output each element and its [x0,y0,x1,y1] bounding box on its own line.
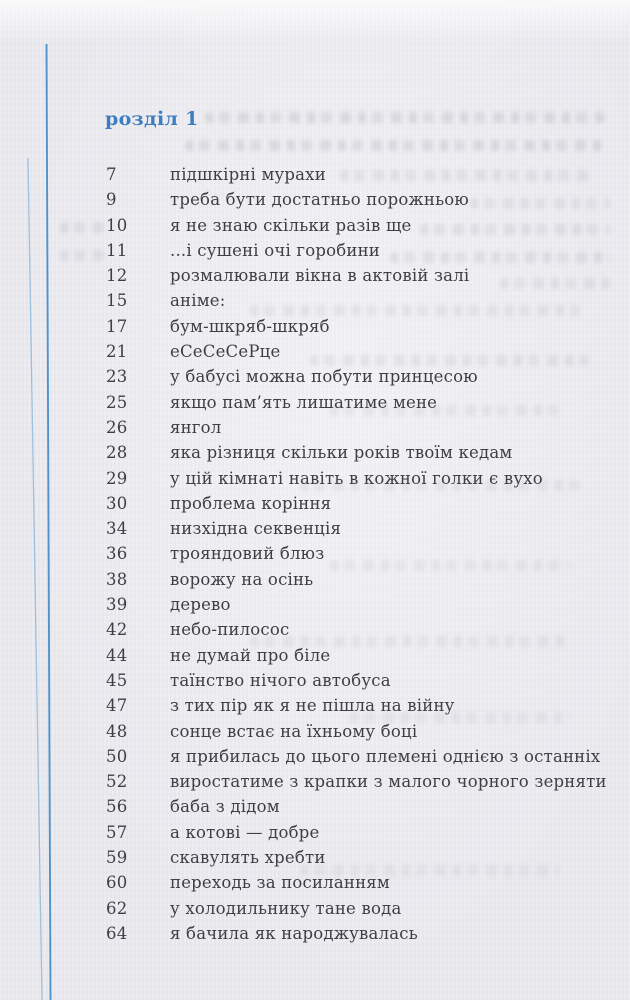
toc-page-number: 9 [106,190,117,210]
toc-page-number: 17 [106,316,128,336]
toc-page-number: 45 [106,670,128,690]
toc-title: я прибилась до цього племені однією з останніх [170,746,601,766]
toc-title: небо-пилосос [170,620,290,640]
toc-page-number: 12 [106,266,128,286]
chapter-heading: розділ 1 [105,108,199,130]
toc-row [106,541,616,566]
toc-row [106,643,616,668]
toc-title: сонце встає на їхньому боці [170,721,418,741]
toc-page-number: 39 [106,595,128,615]
toc-row [106,693,616,718]
toc-title: треба бути достатньо порожньою [170,190,469,210]
toc-row [106,921,616,946]
toc-title: підшкірні мурахи [170,165,326,184]
toc-row [106,491,616,516]
toc-row [106,820,616,845]
toc-title: у цій кімнаті навіть в кожної голки є вухо [170,468,543,488]
toc-title: аніме: [170,291,226,311]
toc-row [106,744,616,769]
toc-title: таїнство нічого автобуса [170,670,391,690]
toc-page-number: 38 [106,569,128,589]
toc-row [106,567,616,592]
toc-row [106,187,616,212]
toc-row [106,314,616,339]
toc-row [106,339,616,364]
toc-row [106,466,616,491]
toc-title: скавулять хребти [170,848,326,868]
toc-row [106,845,616,870]
toc-page-number: 28 [106,443,128,463]
toc-page-number: 50 [106,746,128,766]
toc-page-number: 52 [106,772,128,792]
toc-row [106,870,616,895]
toc-title: ворожу на осінь [170,569,314,589]
toc-row [106,794,616,819]
toc-page-number: 47 [106,696,128,716]
toc-row [106,592,616,617]
toc-page-number: 25 [106,392,128,412]
toc-page-number: 11 [106,240,128,260]
toc-row [106,440,616,465]
toc-title: у холодильнику тане вода [170,898,402,918]
toc-title: янгол [170,417,222,437]
toc-page-number: 15 [106,291,128,311]
toc-row [106,668,616,693]
margin-rule-main [47,44,51,1000]
toc-page-number: 21 [106,342,128,362]
toc-page-number: 59 [106,848,128,868]
toc-row [106,162,616,187]
toc-row [106,288,616,313]
toc-list [106,162,616,946]
toc-row [106,769,616,794]
toc-title: проблема коріння [170,493,332,513]
toc-title: яка різниця скільки років твоїм кедам [170,443,513,463]
toc-title: баба з дідом [170,797,280,817]
toc-row [106,364,616,389]
toc-title: виростатиме з крапки з малого чорного зерняти [170,772,607,792]
toc-page-number: 23 [106,367,128,387]
toc-page-number: 62 [106,898,128,918]
toc-page-number: 56 [106,797,128,817]
toc-title: розмалювали вікна в актовій залі [170,266,470,286]
toc-title: з тих пір як я не пішла на війну [170,696,455,716]
toc-title: у бабусі можна побути принцесою [170,367,478,387]
margin-rule-secondary [28,158,42,1000]
toc-page-number: 42 [106,620,128,640]
toc-page-number: 57 [106,822,128,842]
toc-title: еСеСеСеРце [170,342,281,362]
toc-title: я не знаю скільки разів ще [170,215,412,235]
toc-page-number: 36 [106,544,128,564]
toc-row [106,516,616,541]
toc-page-number: 29 [106,468,128,488]
toc-page-number: 64 [106,923,128,943]
toc-page-number: 34 [106,519,128,539]
toc-title: ...і сушені очі горобини [170,240,380,260]
toc-row [106,213,616,238]
toc-title: бум-шкряб-шкряб [170,316,330,336]
toc-page-number: 44 [106,645,128,665]
toc-row [106,415,616,440]
toc-page-number: 48 [106,721,128,741]
toc-page-number: 7 [106,165,117,184]
toc-row [106,719,616,744]
toc-title: низхідна секвенція [170,519,342,539]
toc-title: трояндовий блюз [170,544,325,564]
toc-row [106,617,616,642]
toc-page-number: 10 [106,215,128,235]
toc-title: а котові — добре [170,822,320,842]
toc-row [106,390,616,415]
toc-title: я бачила як народжувалась [170,923,418,943]
toc-title: не думай про біле [170,645,331,665]
toc-title: дерево [170,595,231,615]
toc-title: переходь за посиланням [170,873,390,893]
toc-row [106,263,616,288]
toc-page-number: 60 [106,873,128,893]
toc-row [106,238,616,263]
toc-page-number: 26 [106,417,128,437]
toc-row [106,896,616,921]
toc-page-number: 30 [106,493,128,513]
toc-title: якщо пам’ять лишатиме мене [170,392,438,412]
